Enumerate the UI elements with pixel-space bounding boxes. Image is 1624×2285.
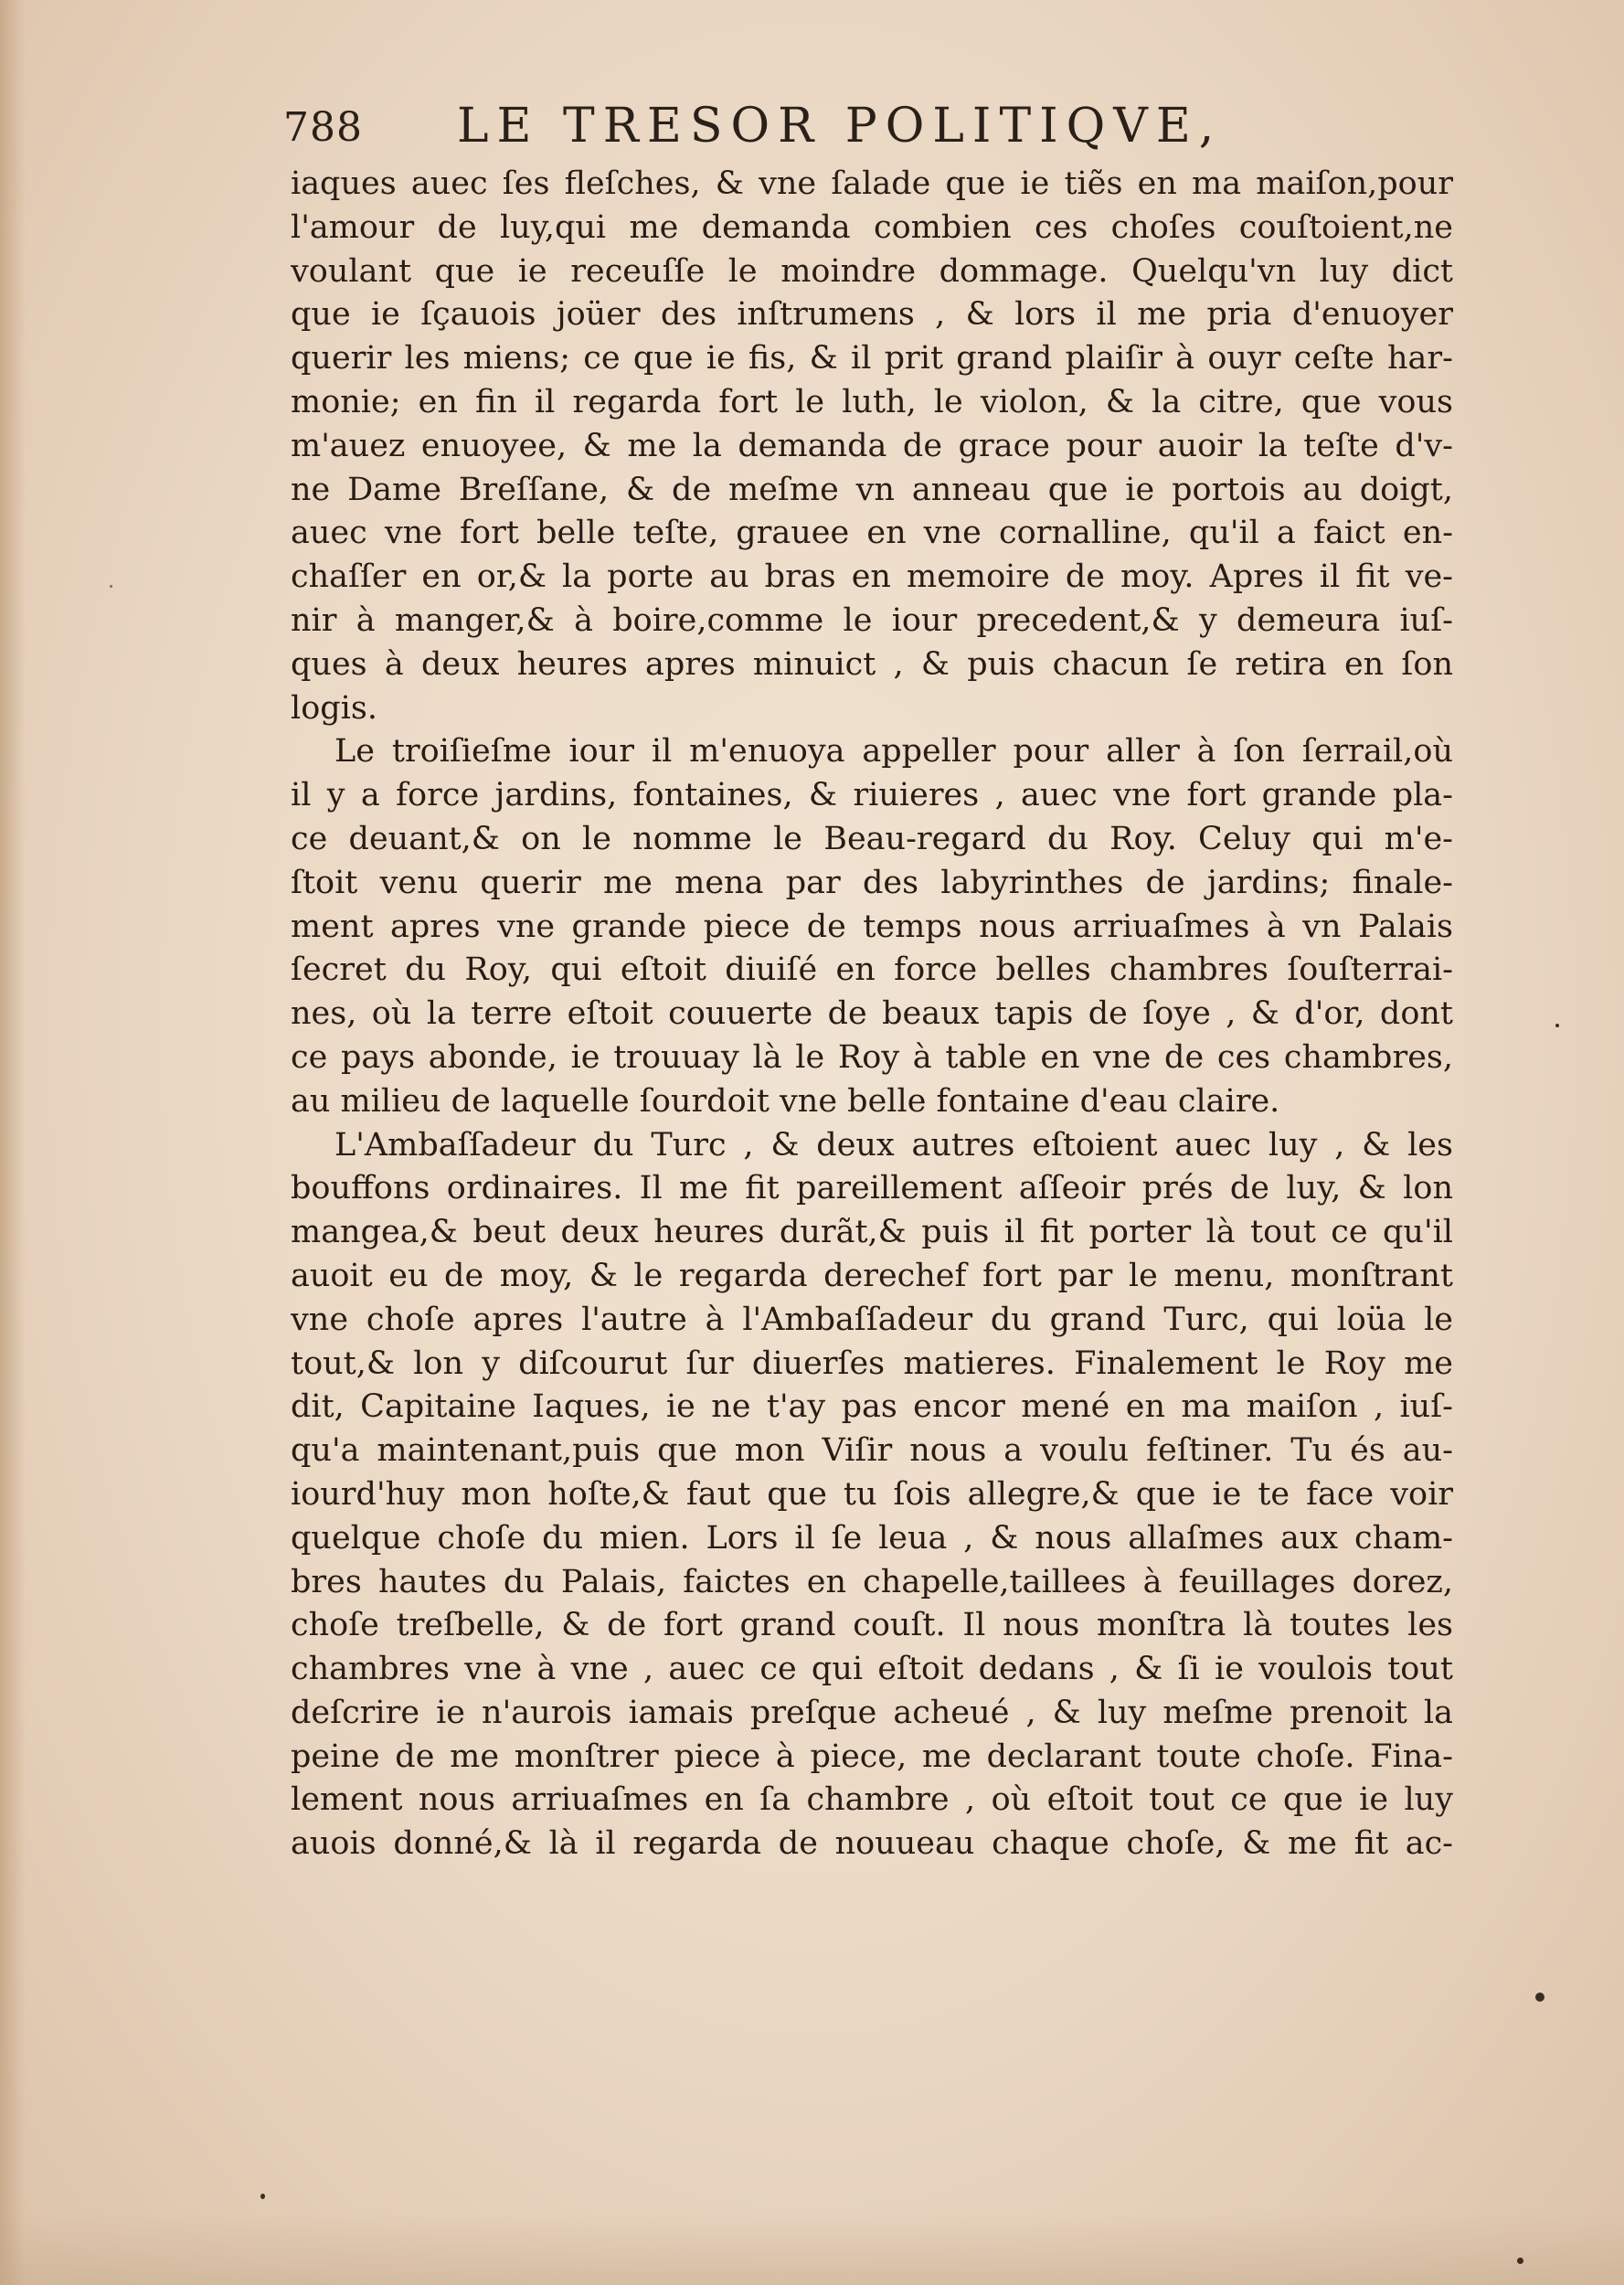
- text-line: il y a force jardins, fontaines, & riuieres , auec vne fort grande pla-: [291, 777, 1453, 814]
- page-edge-shade: [0, 2212, 1624, 2285]
- text-line: ment apres vne grande piece de temps nous arriuaſmes à vn Palais: [291, 908, 1453, 945]
- text-line: iaques auec ſes fleſches, & vne ſalade que ie tiẽs en ma maiſon,pour: [291, 165, 1453, 202]
- text-line: peine de me monſtrer piece à piece, me declarant toute choſe. Fina-: [291, 1738, 1453, 1775]
- text-line: qu'a maintenant,puis que mon Viſir nous a voulu feſtiner. Tu és au-: [291, 1432, 1453, 1470]
- text-line: chaſſer en or,& la porte au bras en memoire de moy. Apres il fit ve-: [291, 558, 1453, 596]
- page-number: 788: [283, 104, 363, 151]
- text-line: ques à deux heures apres minuict , & puis chacun ſe retira en ſon: [291, 645, 1453, 683]
- text-line: monie; en fin il regarda fort le luth, le violon, & la citre, que vous: [291, 383, 1453, 420]
- text-line: au milieu de laquelle ſourdoit vne belle fontaine d'eau claire.: [291, 1082, 1280, 1120]
- text-line: ſtoit venu querir me mena par des labyrinthes de jardins; finale-: [291, 864, 1453, 901]
- text-line: auec vne fort belle teſte, grauee en vne cornalline, qu'il a faict en-: [291, 515, 1453, 552]
- page-header: [283, 91, 1471, 165]
- text-line: Le troiſieſme iour il m'enuoya appeller pour aller à ſon ſerrail,où: [334, 733, 1453, 771]
- text-line: vne choſe apres l'autre à l'Ambaſſadeur du grand Turc, qui loüa le: [291, 1301, 1453, 1338]
- text-line: tout,& lon y diſcourut ſur diuerſes matieres. Finalement le Roy me: [291, 1344, 1453, 1382]
- text-line: que ie ſçauois joüer des inſtrumens , & lors il me pria d'enuoyer: [291, 296, 1453, 334]
- text-line: voulant que ie receuſſe le moindre dommage. Quelqu'vn luy dict: [291, 252, 1453, 290]
- text-line: ce pays abonde, ie trouuay là le Roy à table en vne de ces chambres,: [291, 1038, 1453, 1076]
- text-line: lement nous arriuaſmes en ſa chambre , où eſtoit tout ce que ie luy: [291, 1781, 1453, 1819]
- paper-speck: [1535, 1993, 1544, 2002]
- text-line: auois donné,& là il regarda de nouueau chaque choſe, & me fit ac-: [291, 1825, 1453, 1863]
- text-line: nir à manger,& à boire,comme le iour precedent,& y demeura iuſ-: [291, 601, 1453, 639]
- paper-speck: [1517, 2258, 1523, 2264]
- gutter-shadow: [0, 0, 26, 2285]
- paper-speck: [260, 2194, 265, 2199]
- text-line: deſcrire ie n'aurois iamais preſque acheué , & luy meſme prenoit la: [291, 1694, 1453, 1731]
- text-line: querir les miens; ce que ie fis, & il prit grand plaiſir à ouyr ceſte har-: [291, 340, 1453, 377]
- text-line: bouffons ordinaires. Il me fit pareillement aſſeoir prés de luy, & lon: [291, 1170, 1453, 1207]
- paper-speck: [1555, 1024, 1559, 1027]
- text-line: m'auez enuoyee, & me la demanda de grace pour auoir la teſte d'v-: [291, 427, 1453, 464]
- text-line: ne Dame Breſſane, & de meſme vn anneau que ie portois au doigt,: [291, 471, 1453, 508]
- text-line: logis.: [291, 689, 377, 727]
- text-line: ſecret du Roy, qui eſtoit diuiſé en force belles chambres ſouſterrai-: [291, 951, 1453, 989]
- text-line: ce deuant,& on le nomme le Beau-regard du Roy. Celuy qui m'e-: [291, 820, 1453, 857]
- text-line: iourd'huy mon hoſte,& faut que tu ſois allegre,& que ie te face voir: [291, 1475, 1453, 1513]
- text-line: auoit eu de moy, & le regarda derechef fort par le menu, monſtrant: [291, 1257, 1453, 1294]
- text-line: bres hautes du Palais, faictes en chapelle,taillees à feuillages dorez,: [291, 1563, 1453, 1600]
- text-line: quelque choſe du mien. Lors il ſe leua , & nous allaſmes aux cham-: [291, 1519, 1453, 1557]
- text-line: dit, Capitaine Iaques, ie ne t'ay pas encor mené en ma maiſon , iuſ-: [291, 1388, 1453, 1426]
- paper-speck: [110, 585, 112, 588]
- text-line: choſe treſbelle, & de fort grand couſt. Il nous monſtra là toutes les: [291, 1607, 1453, 1644]
- text-line: l'amour de luy,qui me demanda combien ces choſes couſtoient,ne: [291, 208, 1453, 246]
- running-title: LE TRESOR POLITIQVE,: [457, 99, 1223, 154]
- text-line: nes, où la terre eſtoit couuerte de beaux tapis de ſoye , & d'or, dont: [291, 995, 1453, 1033]
- text-line: mangea,& beut deux heures durãt,& puis il fit porter là tout ce qu'il: [291, 1214, 1453, 1251]
- body-text: [291, 163, 1453, 1866]
- text-line: chambres vne à vne , auec ce qui eſtoit dedans , & ſi ie voulois tout: [291, 1651, 1453, 1688]
- text-line: L'Ambaſſadeur du Turc , & deux autres eſtoient auec luy , & les: [334, 1126, 1453, 1164]
